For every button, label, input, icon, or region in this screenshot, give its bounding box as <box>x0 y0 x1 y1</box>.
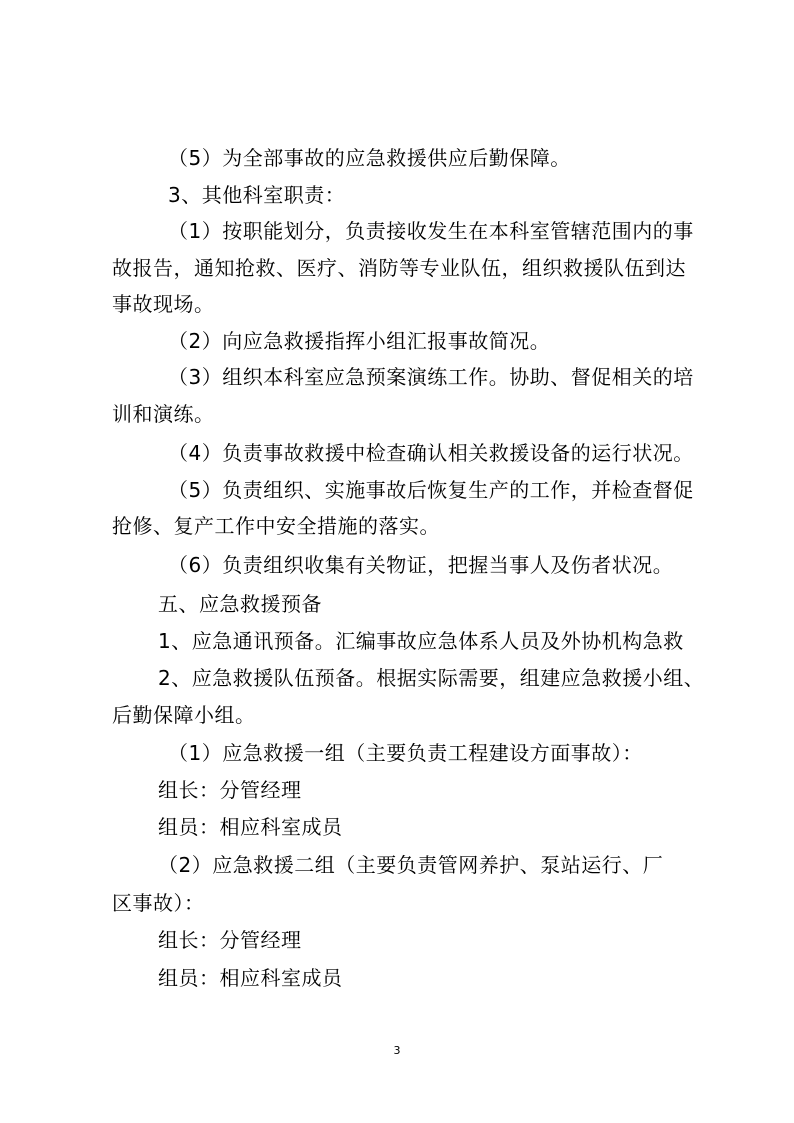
paragraph-line-12: （6）负责组织收集有关物证，把握当事人及伤者状况。 <box>168 553 674 577</box>
paragraph-line-17: （1）应急救援一组（主要负责工程建设方面事故）： <box>168 741 643 765</box>
paragraph-line-20: （2）应急救援二组（主要负责管网养护、泵站运行、厂 <box>158 853 664 877</box>
paragraph-line-23: 组员：相应科室成员 <box>158 966 343 990</box>
paragraph-line-7: （3）组织本科室应急预案演练工作。协助、督促相关的培 <box>168 365 694 389</box>
paragraph-line-3: （1）按职能划分，负责接收发生在本科室管辖范围内的事 <box>168 219 694 243</box>
paragraph-line-11: 抢修、复产工作中安全措施的落实。 <box>112 514 440 538</box>
section-heading: 五、应急救援预备 <box>158 592 322 616</box>
paragraph-line-16: 后勤保障小组。 <box>112 703 256 727</box>
paragraph-line-5: 事故现场。 <box>112 292 215 316</box>
paragraph-line-10: （5）负责组织、实施事故后恢复生产的工作，并检查督促 <box>168 478 694 502</box>
paragraph-line-4: 故报告，通知抢救、医疗、消防等专业队伍，组织救援队伍到达 <box>112 256 686 280</box>
paragraph-line-18: 组长：分管经理 <box>158 778 302 802</box>
paragraph-line-1: （5）为全部事故的应急救援供应后勤保障。 <box>168 146 571 170</box>
paragraph-line-22: 组长：分管经理 <box>158 928 302 952</box>
page-number: 3 <box>393 1044 401 1057</box>
paragraph-line-2: 3、其他科室职责： <box>168 183 346 207</box>
paragraph-line-19: 组员：相应科室成员 <box>158 815 343 839</box>
paragraph-line-9: （4）负责事故救援中检查确认相关救援设备的运行状况。 <box>168 441 694 465</box>
paragraph-line-15: 2、应急救援队伍预备。根据实际需要，组建应急救援小组、 <box>158 666 705 690</box>
paragraph-line-14: 1、应急通讯预备。汇编事故应急体系人员及外协机构急救 <box>158 629 684 653</box>
paragraph-line-21: 区事故）： <box>112 891 205 915</box>
paragraph-line-6: （2）向应急救援指挥小组汇报事故简况。 <box>168 329 551 353</box>
paragraph-line-8: 训和演练。 <box>112 402 215 426</box>
